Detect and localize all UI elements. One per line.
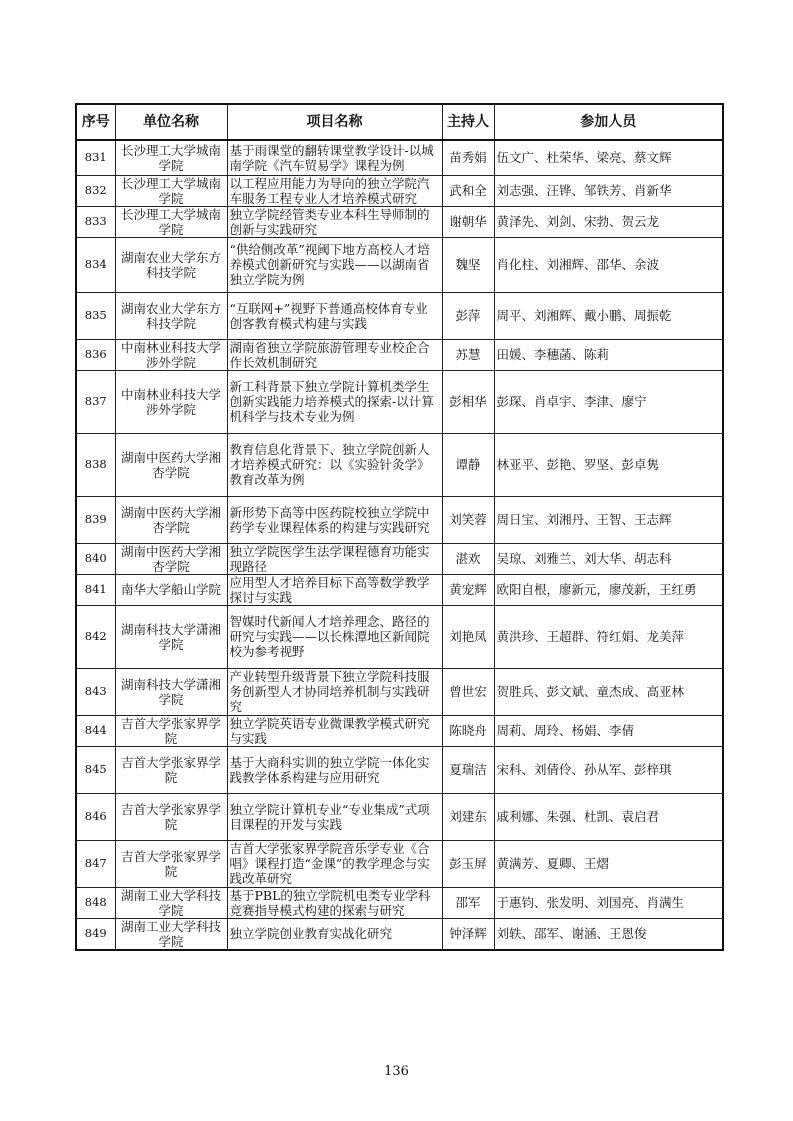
row-number: 838 — [76, 433, 115, 496]
row-project: 基于大商科实训的独立学院一体化实践教学体系构建与应用研究 — [227, 746, 442, 793]
table-row — [76, 140, 723, 175]
table-row — [76, 918, 723, 950]
row-number: 843 — [76, 668, 115, 715]
row-host: 邵军 — [442, 887, 494, 918]
row-host: 苗秀娟 — [442, 140, 494, 175]
header-unit: 单位名称 — [115, 104, 227, 140]
row-members: 林亚平、彭艳、罗坚、彭卓隽 — [494, 433, 723, 496]
row-members: 刘志强、汪铧、邹铁芳、肖新华 — [494, 175, 723, 206]
row-host: 夏瑞洁 — [442, 746, 494, 793]
header-no: 序号 — [76, 104, 115, 140]
row-number: 832 — [76, 175, 115, 206]
row-project: 教育信息化背景下、独立学院创新人才培养模式研究：以《实验针灸学》教育改革为例 — [227, 433, 442, 496]
row-host: 刘建东 — [442, 793, 494, 840]
row-members: 周日宝、刘湘丹、王智、王志辉 — [494, 496, 723, 543]
row-number: 840 — [76, 543, 115, 574]
header-host: 主持人 — [442, 104, 494, 140]
table-row — [76, 237, 723, 292]
header-members: 参加人员 — [494, 104, 723, 140]
row-host: 魏坚 — [442, 237, 494, 292]
row-project: 独立学院医学生法学课程德育功能实现路径 — [227, 543, 442, 574]
row-unit: 吉首大学张家界学院 — [115, 840, 227, 887]
row-unit: 湖南工业大学科技学院 — [115, 887, 227, 918]
row-number: 848 — [76, 887, 115, 918]
row-host: 彭相华 — [442, 370, 494, 433]
row-project: 智媒时代新闻人才培养理念、路径的研究与实践——以长株潭地区新闻院校为参考视野 — [227, 605, 442, 668]
table-row — [76, 433, 723, 496]
row-number: 831 — [76, 140, 115, 175]
row-number: 835 — [76, 292, 115, 339]
row-unit: 湖南中医药大学湘杏学院 — [115, 543, 227, 574]
row-unit: 南华大学船山学院 — [115, 574, 227, 605]
row-unit: 长沙理工大学城南学院 — [115, 140, 227, 175]
row-members: 黄泽先、刘剑、宋勃、贺云龙 — [494, 206, 723, 237]
row-project: 以工程应用能力为导向的独立学院汽车服务工程专业人才培养模式研究 — [227, 175, 442, 206]
row-unit: 湖南中医药大学湘杏学院 — [115, 433, 227, 496]
row-members: 戚利娜、朱强、杜凯、袁启君 — [494, 793, 723, 840]
row-host: 武和全 — [442, 175, 494, 206]
row-project: 独立学院经管类专业本科生导师制的创新与实践研究 — [227, 206, 442, 237]
table-row — [76, 175, 723, 206]
row-members: 彭琛、肖卓宇、李津、廖宁 — [494, 370, 723, 433]
row-host: 湛欢 — [442, 543, 494, 574]
row-project: 新形势下高等中医药院校独立学院中药学专业课程体系的构建与实践研究 — [227, 496, 442, 543]
row-unit: 湖南科技大学潇湘学院 — [115, 668, 227, 715]
row-number: 842 — [76, 605, 115, 668]
row-unit: 吉首大学张家界学院 — [115, 793, 227, 840]
row-members: 周平、刘湘辉、戴小鹏、周振乾 — [494, 292, 723, 339]
row-unit: 湖南科技大学潇湘学院 — [115, 605, 227, 668]
row-project: 湖南省独立学院旅游管理专业校企合作长效机制研究 — [227, 339, 442, 370]
row-unit: 长沙理工大学城南学院 — [115, 206, 227, 237]
row-project: “互联网+”视野下普通高校体育专业创客教育模式构建与实践 — [227, 292, 442, 339]
row-unit: 湖南工业大学科技学院 — [115, 918, 227, 950]
row-members: 吴琼、刘雅兰、刘大华、胡志科 — [494, 543, 723, 574]
row-unit: 吉首大学张家界学院 — [115, 746, 227, 793]
row-members: 田媛、李穗菡、陈莉 — [494, 339, 723, 370]
row-members: 贺胜兵、彭文斌、童杰成、高亚林 — [494, 668, 723, 715]
row-members: 欧阳自根，廖新元，廖茂新，王红勇 — [494, 574, 723, 605]
table-row — [76, 715, 723, 746]
row-unit: 中南林业科技大学涉外学院 — [115, 370, 227, 433]
table-row — [76, 206, 723, 237]
project-table — [75, 103, 724, 951]
row-project: 产业转型升级背景下独立学院科技服务创新型人才协同培养机制与实践研究 — [227, 668, 442, 715]
row-number: 844 — [76, 715, 115, 746]
row-unit: 长沙理工大学城南学院 — [115, 175, 227, 206]
row-members: 刘轶、邵军、谢涵、王恩俊 — [494, 918, 723, 950]
table-row — [76, 292, 723, 339]
row-members: 于惠钧、张发明、刘国亮、肖满生 — [494, 887, 723, 918]
page-number: 136 — [384, 1064, 409, 1079]
table-body — [76, 140, 723, 950]
table-row — [76, 887, 723, 918]
row-number: 846 — [76, 793, 115, 840]
table-row — [76, 339, 723, 370]
table-row — [76, 668, 723, 715]
row-number: 833 — [76, 206, 115, 237]
row-host: 黄宠辉 — [442, 574, 494, 605]
row-project: 吉首大学张家界学院音乐学专业《合唱》课程打造“金课”的教学理念与实践改革研究 — [227, 840, 442, 887]
row-members: 肖化柱、刘湘辉、邵华、余波 — [494, 237, 723, 292]
row-host: 陈晓舟 — [442, 715, 494, 746]
row-project: “供给侧改革”视阈下地方高校人才培养模式创新研究与实践——以湖南省独立学院为例 — [227, 237, 442, 292]
row-number: 847 — [76, 840, 115, 887]
row-project: 基于雨课堂的翻转课堂教学设计-以城南学院《汽车贸易学》课程为例 — [227, 140, 442, 175]
table-row — [76, 793, 723, 840]
row-host: 曾世宏 — [442, 668, 494, 715]
table-row — [76, 370, 723, 433]
row-unit: 中南林业科技大学涉外学院 — [115, 339, 227, 370]
table-row — [76, 746, 723, 793]
row-project: 独立学院计算机专业“专业集成”式项目课程的开发与实践 — [227, 793, 442, 840]
row-number: 836 — [76, 339, 115, 370]
row-number: 849 — [76, 918, 115, 950]
row-members: 宋科、刘倩伶、孙从军、彭梓琪 — [494, 746, 723, 793]
row-number: 845 — [76, 746, 115, 793]
row-number: 839 — [76, 496, 115, 543]
row-number: 841 — [76, 574, 115, 605]
row-members: 黄满芳、夏卿、王熠 — [494, 840, 723, 887]
row-project: 应用型人才培养目标下高等数学教学探讨与实践 — [227, 574, 442, 605]
header-project: 项目名称 — [227, 104, 442, 140]
table-row — [76, 496, 723, 543]
table-row — [76, 840, 723, 887]
row-project: 独立学院创业教育实战化研究 — [227, 918, 442, 950]
row-unit: 湖南中医药大学湘杏学院 — [115, 496, 227, 543]
row-host: 苏慧 — [442, 339, 494, 370]
row-host: 彭玉屏 — [442, 840, 494, 887]
row-unit: 湖南农业大学东方科技学院 — [115, 292, 227, 339]
row-project: 独立学院英语专业微课教学模式研究与实践 — [227, 715, 442, 746]
table-row — [76, 605, 723, 668]
row-members: 周莉、周玲、杨娟、李倩 — [494, 715, 723, 746]
row-project: 基于PBL的独立学院机电类专业学科竞赛指导模式构建的探索与研究 — [227, 887, 442, 918]
row-number: 837 — [76, 370, 115, 433]
row-unit: 湖南农业大学东方科技学院 — [115, 237, 227, 292]
table-row — [76, 574, 723, 605]
row-host: 谭静 — [442, 433, 494, 496]
row-members: 黄洪珍、王超群、符红娟、龙美萍 — [494, 605, 723, 668]
row-host: 钟泽辉 — [442, 918, 494, 950]
table-header-row — [76, 104, 723, 140]
row-host: 谢朝华 — [442, 206, 494, 237]
row-number: 834 — [76, 237, 115, 292]
row-host: 刘艳凤 — [442, 605, 494, 668]
row-members: 伍文广、杜荣华、梁亮、蔡文辉 — [494, 140, 723, 175]
row-host: 刘笑蓉 — [442, 496, 494, 543]
row-unit: 吉首大学张家界学院 — [115, 715, 227, 746]
table-row — [76, 543, 723, 574]
row-project: 新工科背景下独立学院计算机类学生创新实践能力培养模式的探索-以计算机科学与技术专业为例 — [227, 370, 442, 433]
row-host: 彭萍 — [442, 292, 494, 339]
